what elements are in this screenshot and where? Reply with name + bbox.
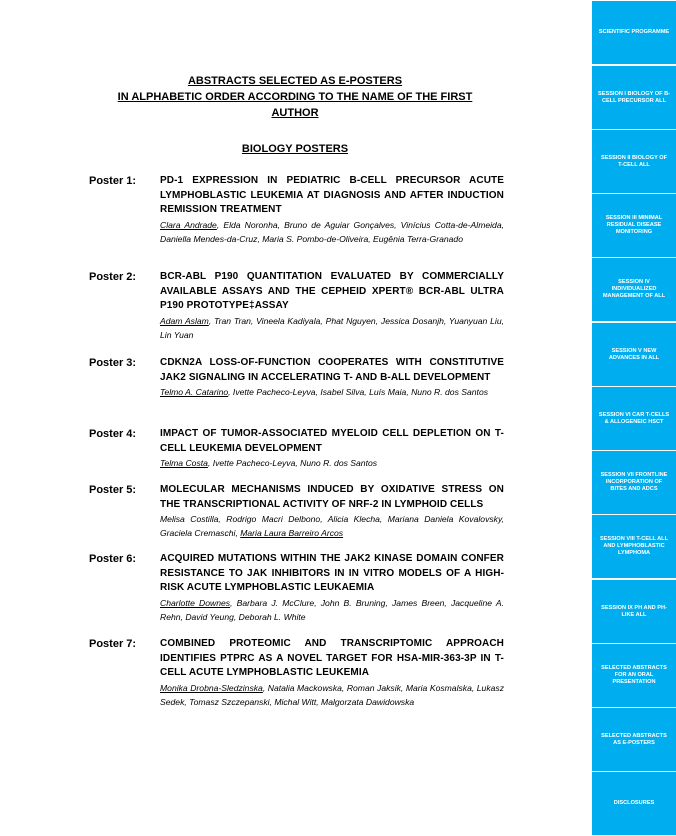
section-title: BIOLOGY POSTERS (241, 143, 349, 155)
presenting-author: Monika Drobna-Sledzinska (160, 682, 263, 693)
co-authors: , Natalia Mackowska, Roman Jaksik, Maria Kosmalska, Lukasz Sedek, Tomasz Szczepanski, Michal Witt, Malgorzata Dawidowska (160, 682, 505, 707)
presenting-author: Telmo A. Catarino (160, 387, 229, 397)
page-heading-line-2: IN ALPHABETIC ORDER ACCORDING TO THE NAME OF THE FIRST AUTHOR (117, 91, 473, 119)
co-authors: , Elda Noronha, Bruno de Aguiar Gonçalves, Vinícius Cotta-de-Almeida, Daniella Mendes-da-Cruz, Maria S. Pombo-de-Oliveira, Eugênia Terra-Granado (160, 219, 504, 244)
poster-title: PD-1 EXPRESSION IN PEDIATRIC B-CELL PRECURSOR ACUTE LYMPHOBLASTIC LEUKEMIA AT DIAGNOSIS AND AFTER INDUCTION REMISSION TREATMENT (160, 175, 504, 215)
nav-session-6[interactable]: SESSION VI CAR T-CELLS & ALLOGENEIC HSCT (592, 387, 676, 450)
poster-title: MOLECULAR MECHANISMS INDUCED BY OXIDATIVE STRESS ON THE TRANSCRIPTIONAL ACTIVITY OF NRF-2 IN LYMPHOID CELLS (160, 484, 504, 510)
nav-session-8[interactable]: SESSION VIII T-CELL ALL AND LYMPHOBLASTIC LYMPHOMA (592, 515, 676, 578)
section-nav-sidebar (592, 0, 676, 836)
poster-number: Poster 7: (89, 638, 137, 650)
presenting-author: Telma Costa (160, 458, 208, 468)
poster-authors (160, 314, 504, 342)
co-authors: , Ivette Pacheco-Leyva, Nuno R. dos Santos (207, 458, 378, 468)
poster-title: BCR-ABL P190 QUANTITATION EVALUATED BY COMMERCIALLY AVAILABLE ASSAYS AND THE CEPHEID XPERT® BCR-ABL ULTRA P190 PROTOTYPE‡ASSAY (160, 271, 504, 311)
poster-authors (160, 512, 504, 540)
poster-authors (160, 456, 504, 470)
poster-number: Poster 5: (89, 484, 137, 496)
nav-session-4[interactable]: SESSION IV INDIVIDUALIZED MANAGEMENT OF ALL (592, 258, 676, 321)
poster-title: COMBINED PROTEOMIC AND TRANSCRIPTOMIC APPROACH IDENTIFIES PTPRC AS A NOVEL TARGET FOR HSA-MIR-363-3P IN T-CELL ACUTE LYMPHOBLASTIC LEUKEMIA (160, 638, 504, 678)
nav-session-7[interactable]: SESSION VII FRONTLINE INCORPORATION OF BITES AND ADCS (592, 451, 676, 514)
poster-number: Poster 2: (89, 271, 137, 283)
nav-session-3[interactable]: SESSION III MINIMAL RESIDUAL DISEASE MONITORING (592, 194, 676, 257)
poster-number: Poster 3: (89, 357, 137, 369)
poster-authors (160, 596, 504, 624)
presenting-author: Clara Andrade (160, 219, 217, 230)
poster-number: Poster 1: (89, 175, 137, 187)
poster-title: IMPACT OF TUMOR-ASSOCIATED MYELOID CELL DEPLETION ON T-CELL LEUKEMIA DEVELOPMENT (160, 428, 504, 454)
leading-co-authors: Melisa Costilla, Rodrigo Macri Delbono, Alicia Klecha, Mariana Daniela Kovalovsky, Graciela Cremaschi, (160, 514, 504, 538)
co-authors: , Barbara J. McClure, John B. Bruning, James Breen, Jacqueline A. Rehn, David Yeung, Deborah L. White (160, 597, 504, 622)
co-authors: , Tran Tran, Vineela Kadiyala, Phat Nguyen, Jessica Dosanjh, Yuanyuan Liu, Lin Yuan (160, 315, 504, 340)
poster-authors (160, 218, 504, 246)
nav-selected-oral-abstracts[interactable]: SELECTED ABSTRACTS FOR AN ORAL PRESENTATION (592, 644, 676, 707)
poster-number: Poster 4: (89, 428, 137, 440)
nav-session-1[interactable]: SESSION I BIOLOGY OF B-CELL PRECURSOR ALL (592, 66, 676, 129)
nav-scientific-programme[interactable]: SCIENTIFIC PROGRAMME (592, 1, 676, 64)
poster-title: CDKN2A LOSS-OF-FUNCTION COOPERATES WITH CONSTITUTIVE JAK2 SIGNALING IN ACCELERATING T- AND B-ALL DEVELOPMENT (160, 357, 504, 383)
page-heading (104, 73, 486, 121)
nav-session-2[interactable]: SESSION II BIOLOGY OF T-CELL ALL (592, 130, 676, 193)
poster-number: Poster 6: (89, 553, 137, 565)
poster-authors (160, 681, 504, 709)
nav-selected-e-posters[interactable]: SELECTED ABSTRACTS AS E-POSTERS (592, 708, 676, 771)
presenting-author: Maria Laura Barreiro Arcos (240, 528, 344, 538)
co-authors: , Ivette Pacheco-Leyva, Isabel Silva, Luís Maia, Nuno R. dos Santos (228, 387, 489, 397)
nav-disclosures[interactable]: DISCLOSURES (592, 772, 676, 835)
presenting-author: Adam Aslam (160, 315, 209, 326)
poster-authors (160, 385, 504, 399)
poster-title: ACQUIRED MUTATIONS WITHIN THE JAK2 KINASE DOMAIN CONFER RESISTANCE TO JAK INHIBITORS IN IN VITRO MODELS OF A HIGH-RISK ACUTE LYMPHOBLASTIC LEUKAEMIA (160, 553, 504, 593)
nav-session-9[interactable]: SESSION IX PH AND PH-LIKE ALL (592, 580, 676, 643)
page-heading-line-1: ABSTRACTS SELECTED AS E-POSTERS (187, 75, 403, 87)
nav-session-5[interactable]: SESSION V NEW ADVANCES IN ALL (592, 323, 676, 386)
presenting-author: Charlotte Downes (160, 597, 231, 608)
